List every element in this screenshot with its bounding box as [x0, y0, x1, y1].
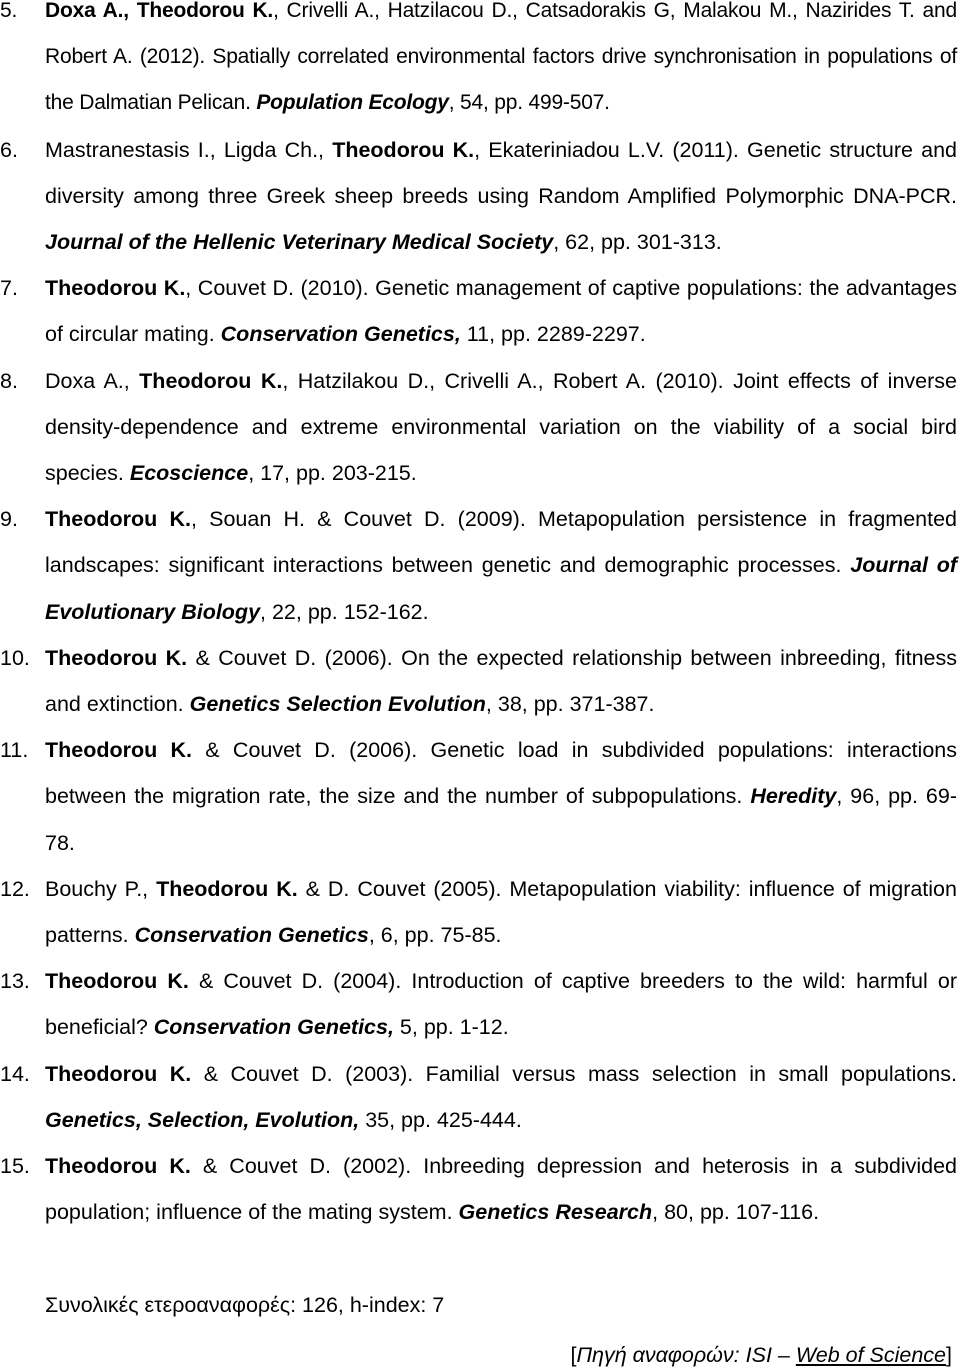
reference-journal: Conservation Genetics, [153, 1015, 394, 1040]
reference-text: , 54, pp. 499-507. [448, 91, 610, 115]
reference-author-bold: Theodorou K. [45, 1154, 191, 1179]
reference-text: , 38, pp. 371-387. [485, 692, 655, 717]
reference-text: , Crivelli A., Hatzilacou D., Catsadorakis G, Malakou M., Nazirides T. and Robert A. (2012). Spatially correlated environmental factors drive synchronisation in populations of the Dalmatian Pelican. [45, 0, 957, 115]
reference-item [0, 958, 958, 1050]
reference-author-bold: Theodorou K. [45, 507, 191, 532]
reference-author-bold: Theodorou K. [156, 876, 298, 901]
reference-journal: Conservation Genetics [134, 923, 369, 948]
reference-text: , Souan H. & Couvet D. (2009). Metapopulation persistence in fragmented landscapes: significant interactions between genetic and demographic processes. [45, 507, 957, 578]
reference-author-bold: Theodorou K. [45, 738, 193, 763]
reference-text: & Couvet D. (2006). Genetic load in subdivided populations: interactions between the migration rate, the size and the number of subpopulations. [45, 738, 957, 809]
reference-text: & Couvet D. (2003). Familial versus mass selection in small populations. [191, 1061, 957, 1086]
reference-journal: Genetics, Selection, Evolution, [45, 1107, 360, 1132]
reference-text: , 62, pp. 301-313. [553, 230, 722, 255]
reference-journal: Genetics Selection Evolution [189, 692, 486, 717]
reference-number: 5. [0, 0, 18, 22]
source-open-bracket: [ [570, 1343, 577, 1367]
reference-author-bold: Doxa A., [45, 0, 137, 22]
reference-text: Doxa A., [45, 368, 140, 393]
source-close-bracket: ] [946, 1343, 952, 1367]
reference-author-bold: Theodorou K. [136, 0, 274, 22]
reference-number: 7. [0, 276, 18, 301]
reference-text: 35, pp. 425-444. [359, 1107, 522, 1132]
reference-text: , 6, pp. 75-85. [368, 923, 502, 948]
reference-author-bold: Theodorou K. [45, 1061, 192, 1086]
reference-number: 8. [0, 368, 18, 393]
reference-text: Mastranestasis I., Ligda Ch., [45, 137, 333, 162]
reference-text: & Couvet D. (2004). Introduction of captive breeders to the wild: harmful or beneficial? [45, 969, 958, 1040]
reference-journal: Population Ecology [256, 91, 449, 115]
reference-text: 5, pp. 1-12. [393, 1015, 509, 1040]
citation-summary [45, 1290, 444, 1320]
reference-text: Bouchy P., [45, 876, 157, 901]
reference-journal: Ecoscience [129, 461, 249, 486]
reference-number: 11. [0, 738, 29, 763]
reference-journal: Genetics Research [458, 1200, 653, 1225]
reference-item [0, 1051, 957, 1143]
reference-number: 9. [0, 507, 18, 532]
reference-text: , 22, pp. 152-162. [260, 599, 429, 624]
reference-number: 13. [0, 969, 30, 994]
reference-text: , Hatzilakou D., Crivelli A., Robert A. (2010). Joint effects of inverse density-dependence and extreme environmental variation on the viability of a social bird species. [45, 368, 957, 486]
reference-item [0, 496, 957, 635]
reference-text: , 80, pp. 107-116. [652, 1200, 820, 1225]
reference-number: 15. [0, 1154, 30, 1179]
reference-item [0, 265, 957, 357]
source-note [570, 1340, 952, 1370]
reference-item [0, 127, 957, 266]
reference-journal: Journal of the Hellenic Veterinary Medical Society [45, 230, 554, 255]
reference-item [0, 866, 957, 958]
reference-text: & D. Couvet (2005). Metapopulation viability: influence of migration patterns. [45, 876, 957, 948]
reference-number: 14. [0, 1061, 30, 1086]
reference-author-bold: Theodorou K. [139, 368, 283, 393]
reference-author-bold: Theodorou K. [45, 969, 189, 994]
reference-item [0, 1143, 957, 1235]
reference-journal: Heredity [750, 784, 837, 809]
reference-text: , Couvet D. (2010). Genetic management of captive populations: the advantages of circular mating. [45, 276, 957, 347]
reference-journal: Journal of Evolutionary Biology [45, 553, 957, 624]
reference-author-bold: Theodorou K. [332, 137, 475, 162]
reference-text: , 96, pp. 69-78. [45, 784, 958, 855]
source-wos-link[interactable]: Web of Science [795, 1343, 947, 1367]
reference-text: & Couvet D. (2002). Inbreeding depression and heterosis in a subdivided population; influence of the mating system. [45, 1154, 957, 1225]
reference-text: , Ekateriniadou L.V. (2011). Genetic structure and diversity among three Greek sheep breeds using Random Amplified Polymorphic DNA-PCR. [45, 137, 957, 208]
reference-item [0, 635, 957, 727]
reference-text: 11, pp. 2289-2297. [460, 322, 646, 347]
reference-journal: Conservation Genetics, [220, 322, 461, 347]
reference-author-bold: Theodorou K. [45, 645, 188, 670]
reference-author-bold: Theodorou K. [45, 276, 186, 301]
reference-text: , 17, pp. 203-215. [248, 461, 417, 486]
source-label: Πηγή αναφορών: ISI – [576, 1343, 796, 1367]
citation-summary-text: Συνολικές ετεροαναφορές: 126, h-index: 7 [45, 1293, 445, 1317]
reference-item [0, 358, 957, 497]
reference-number: 12. [0, 876, 30, 901]
reference-number: 10. [0, 645, 30, 670]
reference-item [0, 0, 957, 127]
reference-number: 6. [0, 137, 18, 162]
reference-text: & Couvet D. (2006). On the expected relationship between inbreeding, fitness and extinction. [45, 645, 957, 717]
reference-item [0, 727, 958, 866]
